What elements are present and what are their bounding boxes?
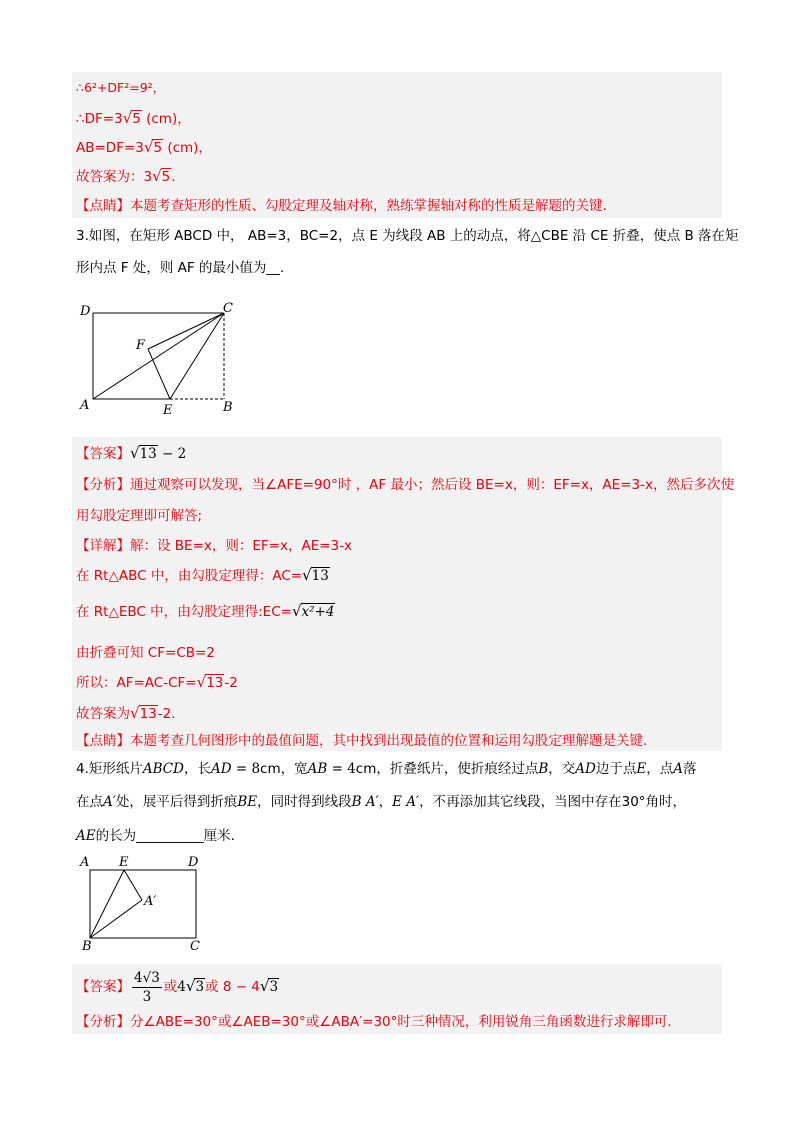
q3-label-C: C [223,301,233,316]
q3-step-5: 故答案为√13-2. [76,704,176,722]
q3-figure [72,296,272,422]
q4-fenxi: 【分析】分∠ABE=30°或∠AEB=30°或∠ABA′=30°时三种情况，利用锐角三角函数进行求解即可. [76,1014,672,1030]
prev-line-1: ∴6²+DF²=9²， [76,80,166,95]
prev-line-2: ∴DF=3√5 (cm)， [76,109,191,127]
q3-dianjing: 【点睛】本题考查几何图形中的最值问题，其中找到出现最值的位置和运用勾股定理解题是关键. [76,733,648,749]
q3-label-A: A [80,398,90,413]
prev-line-3: AB=DF=3√5 (cm)， [76,138,212,156]
q4-seg-BA1 [90,900,142,938]
q3-text-2: 形内点 F 处，则 AF 的最小值为__. [76,260,285,276]
q4-seg-EA1 [124,870,142,900]
q4-text-1: 4.矩形纸片ABCD，长AD = 8cm，宽AB = 4cm，折叠纸片，使折痕经过点B，交AD边于点E，点A落 [76,761,697,777]
prev-line-4: 故答案为：3√5. [76,167,176,185]
q4-label-C: C [190,939,200,952]
q3-label-D: D [80,304,91,319]
q4-text-2: 在点A′处，展平后得到折痕BE，同时得到线段B A′，E A′，不再添加其它线段，当图中存在30°角时， [76,794,687,810]
q3-label-F: F [136,338,146,353]
q4-label-D: D [188,855,199,870]
q3-fenxi-1: 【分析】通过观察可以发现，当∠AFE=90°时 ，AF 最小；然后设 BE=x，则：EF=x，AE=3-x，然后多次使 [76,477,734,493]
q3-step-1: 在 Rt△ABC 中，由勾股定理得：AC=√13 [76,566,329,584]
q3-answer: 【答案】√13 − 2 [76,444,187,462]
q3-seg-AC [93,313,224,399]
q4-label-A1: A′ [144,894,157,909]
q4-label-E: E [119,855,129,870]
q4-label-B: B [82,939,92,952]
prev-dianjing: 【点睛】本题考查矩形的性质、勾股定理及轴对称，熟练掌握轴对称的性质是解题的关键. [76,198,607,214]
q3-label-E: E [163,403,173,418]
q4-seg-BE [90,870,124,938]
q3-step-2: 在 Rt△EBC 中，由勾股定理得:EC=√x²+4 [76,602,335,620]
q3-seg-FE [148,349,170,399]
q4-figure [72,852,222,952]
q4-rectangle [90,870,196,938]
q4-label-A: A [80,855,90,870]
q4-answer: 【答案】 $\frac{4√3}{3}$ 或4√3或 8 − 4√3 [76,969,279,1005]
q4-text-3: AE的长为__________厘米. [76,828,235,844]
q3-fenxi-2: 用勾股定理即可解答; [76,508,203,524]
q3-step-3: 由折叠可知 CF=CB=2 [76,645,215,661]
q3-label-B: B [223,400,233,415]
q3-step-4: 所以：AF=AC-CF=√13-2 [76,673,238,691]
q4-answer-fraction: $\frac{4√3}{3}$ [134,969,160,1005]
q3-xiangjie: 【详解】解：设 BE=x，则：EF=x，AE=3-x [76,538,353,554]
q3-text-1: 3.如图，在矩形 ABCD 中， AB=3，BC=2，点 E 为线段 AB 上的动点，将△CBE 沿 CE 折叠，使点 B 落在矩 [76,228,739,244]
